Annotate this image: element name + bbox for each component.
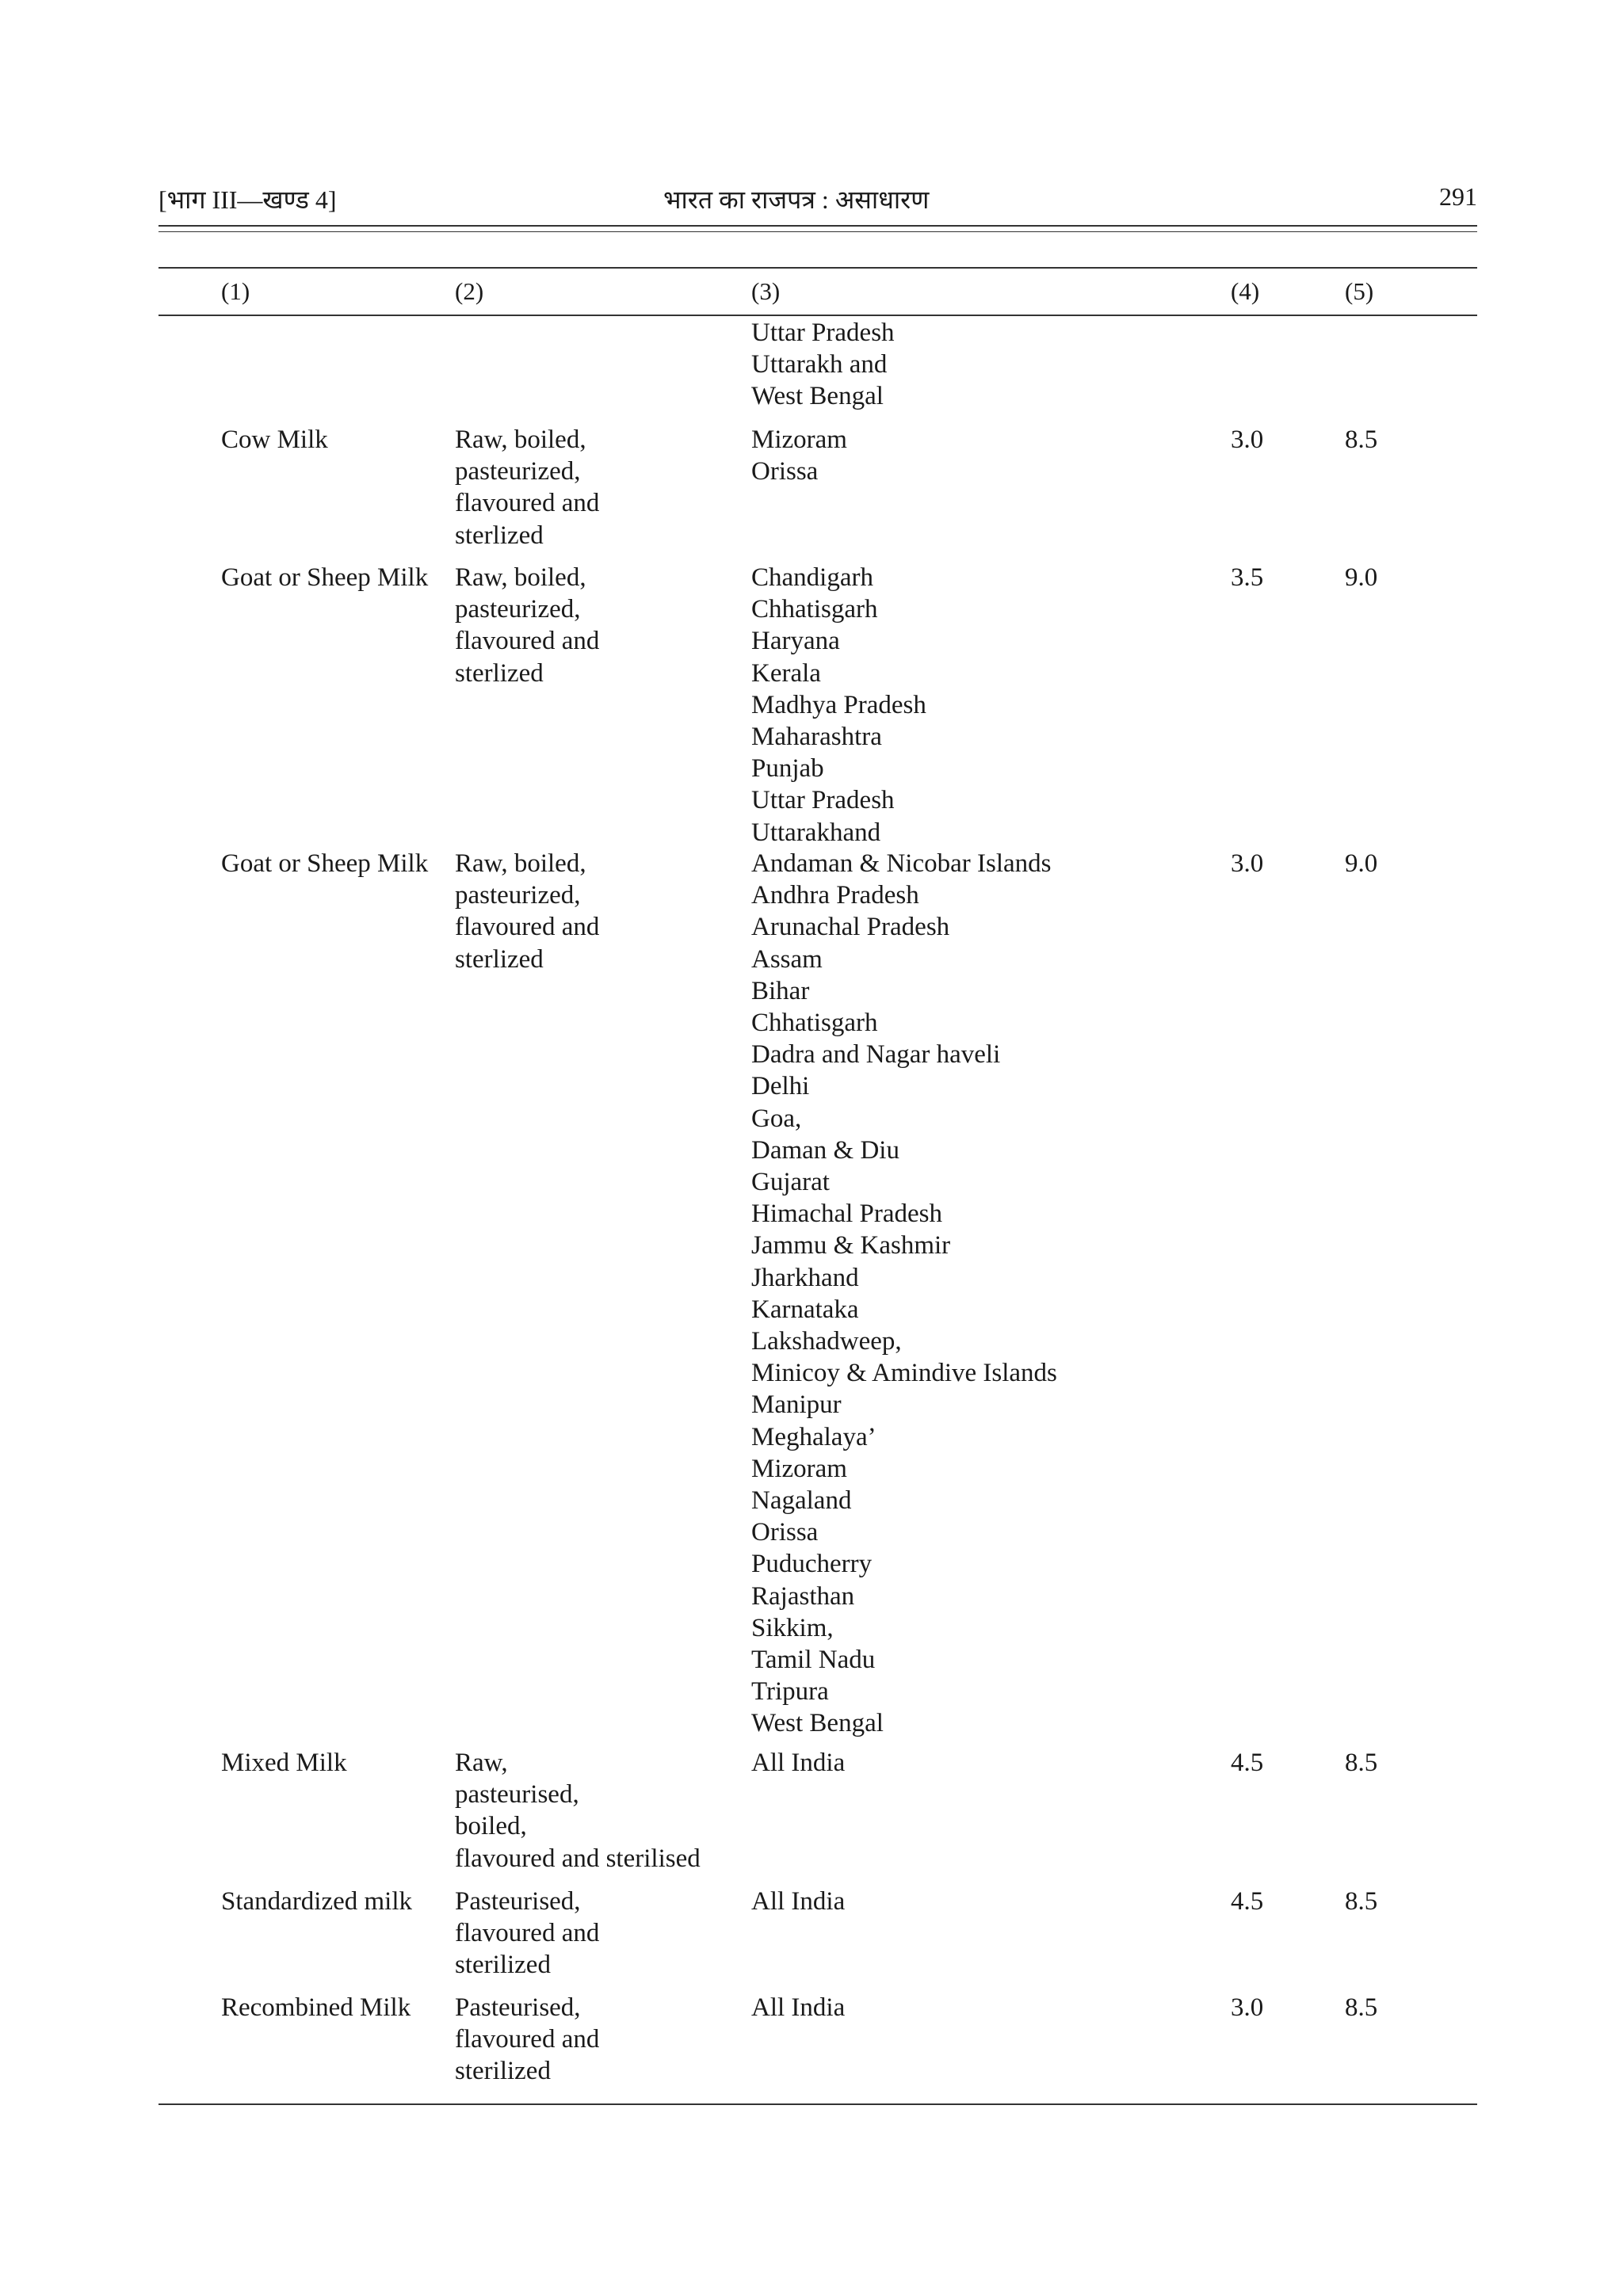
- table-cell-states: Mizoram Orissa: [751, 425, 847, 486]
- table-cell-snf: 8.5: [1345, 425, 1378, 454]
- table-cell-states: All India: [751, 1993, 846, 2022]
- table-cell-milk-class: Goat or Sheep Milk: [221, 563, 429, 592]
- table-cell-states: Andaman & Nicobar Islands Andhra Pradesh Arunachal Pradesh Assam Bihar Chhatisgarh Dadra and Nagar haveli Delhi Goa, Daman & Diu Gujarat Himachal Pradesh Jammu & Kashmir Jharkhand Karnataka Lakshadweep, Minicoy & Amindive Islands Manipur Meghalaya’ Mizoram Nagaland Orissa Puducherry Rajasthan Sikkim, Tamil Nadu Tripura West Bengal: [751, 849, 1057, 1738]
- table-cell-milk-class: Goat or Sheep Milk: [221, 849, 429, 878]
- header-rule-top: [158, 225, 1477, 227]
- column-header-4: (4): [1231, 277, 1260, 305]
- table-cell-states: All India: [751, 1887, 846, 1916]
- table-cell-milk-class: Mixed Milk: [221, 1749, 347, 1777]
- table-cell-designation: Raw, boiled, pasteurized, flavoured and sterlized: [455, 849, 600, 974]
- table-cell-fat: 3.5: [1231, 563, 1264, 592]
- column-header-5: (5): [1345, 277, 1374, 305]
- table-cell-states: All India: [751, 1749, 846, 1777]
- header-rule-bottom: [158, 231, 1477, 232]
- table-cell-designation: Pasteurised, flavoured and sterilized: [455, 1993, 600, 2086]
- column-header-1: (1): [221, 277, 250, 305]
- table-header-rule: [158, 315, 1477, 316]
- table-cell-milk-class: Cow Milk: [221, 425, 328, 454]
- table-top-rule: [158, 267, 1477, 269]
- table-cell-milk-class: Standardized milk: [221, 1887, 413, 1916]
- table-cell-designation: Pasteurised, flavoured and sterilized: [455, 1887, 600, 1980]
- table-cell-fat: 3.0: [1231, 425, 1264, 454]
- table-bottom-rule: [158, 2103, 1477, 2105]
- section-label: [भाग III—खण्ड 4]: [158, 185, 337, 214]
- table-cell-fat: 4.5: [1231, 1749, 1264, 1777]
- table-cell-snf: 9.0: [1345, 563, 1378, 592]
- column-header-3: (3): [751, 277, 781, 305]
- page-number: 291: [1439, 182, 1477, 211]
- column-header-2: (2): [455, 277, 484, 305]
- table-cell-states: Chandigarh Chhatisgarh Haryana Kerala Madhya Pradesh Maharashtra Punjab Uttar Pradesh Uttarakhand: [751, 563, 926, 847]
- table-cell-milk-class: Recombined Milk: [221, 1993, 411, 2022]
- page-header: [158, 182, 1477, 227]
- table-cell-designation: Raw, boiled, pasteurized, flavoured and sterlized: [455, 563, 600, 688]
- table-cell-fat: 3.0: [1231, 1993, 1264, 2022]
- table-cell-fat: 4.5: [1231, 1887, 1264, 1916]
- table-cell-snf: 8.5: [1345, 1749, 1378, 1777]
- table-cell-fat: 3.0: [1231, 849, 1264, 878]
- table-cell-snf: 9.0: [1345, 849, 1378, 878]
- gazette-title: भारत का राजपत्र : असाधारण: [663, 185, 930, 214]
- table-cell-snf: 8.5: [1345, 1887, 1378, 1916]
- table-cell-designation: Raw, pasteurised, boiled, flavoured and sterilised: [455, 1749, 701, 1873]
- table-cell-designation: Raw, boiled, pasteurized, flavoured and sterlized: [455, 425, 600, 550]
- table-cell-states: Uttar Pradesh Uttarakh and West Bengal: [751, 318, 895, 411]
- table-cell-snf: 8.5: [1345, 1993, 1378, 2022]
